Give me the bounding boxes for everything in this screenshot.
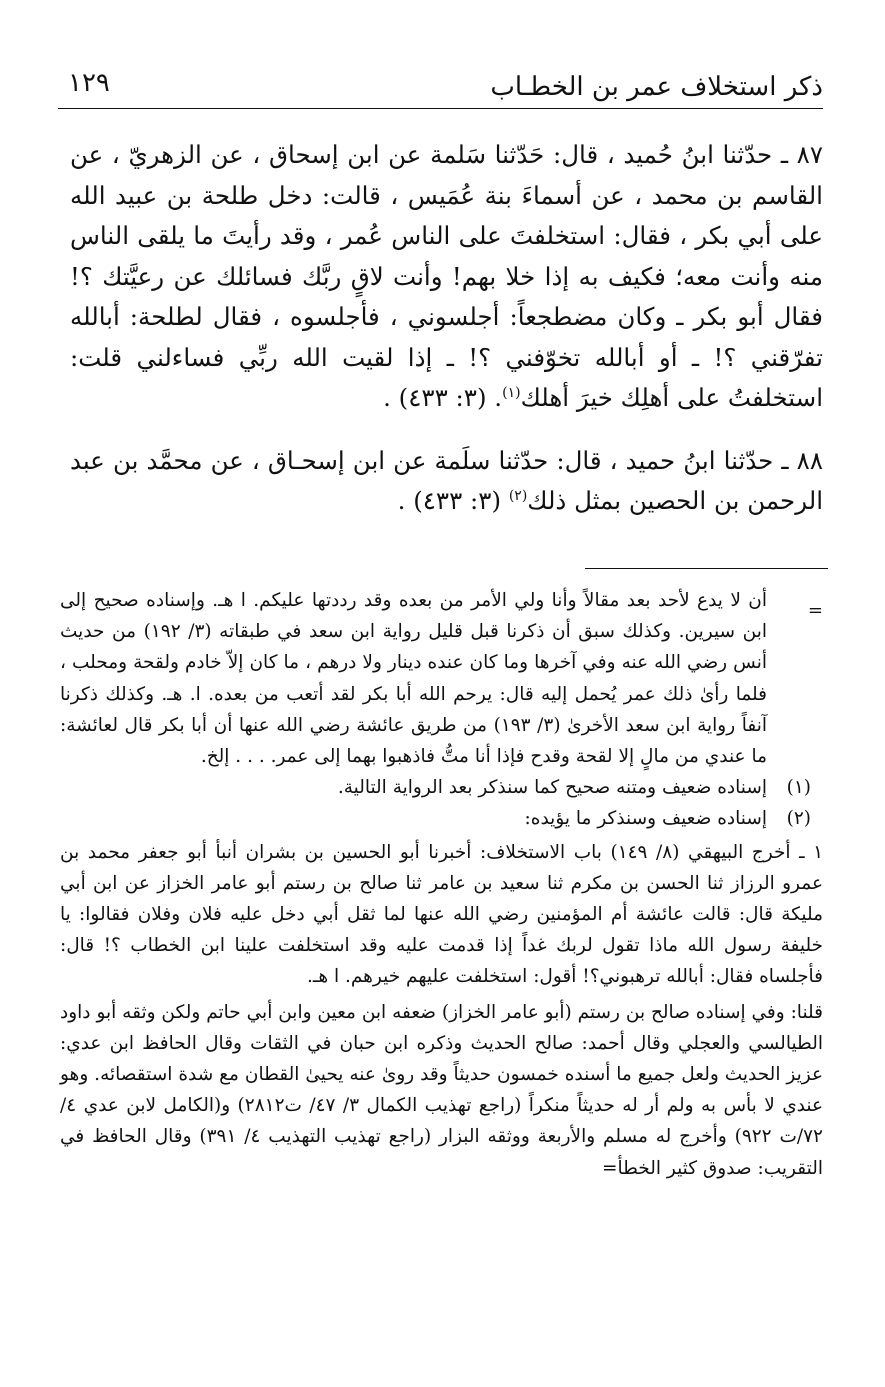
footnotes [60,585,823,1184]
footnote-1-text: إسناده ضعيف ومتنه صحيح كما سنذكر بعد الرواية التالية. [337,777,767,799]
narration-87-text: ٨٧ ـ حدّثنا ابنُ حُميد ، قال: حَدّثنا سَلمة عن ابن إسحاق ، عن الزهريّ ، عن القاسم بن محمد ، عن أسماءَ بنة عُمَيس ، قالت: دخل طلحة بن عبيد الله على أبي بكر ، فقال: استخلفتَ على الناس عُمر ، وقد رأيتَ ما يلقى الناس منه وأنت معه؛ فكيف به إذا خلا بهم! وأنت لاقٍ ربَّك فسائلك عن رعيَّتك ؟! فقال أبو بكر ـ وكان مضطجعاً: أجلسوني ، فأجلسوه ، فقال لطلحة: أبالله تفرّقني ؟! ـ أو أبالله تخوّفني ؟! ـ إذا لقيت الله ربِّي فساءلني قلت: استخلفتُ على أهلِك خيرَ أهلك [70,140,823,412]
footnote-1-number: (١) [786,777,811,799]
footnote-2-bayhaqi: ١ ـ أخرج البيهقي (٨/ ١٤٩) باب الاستخلاف: أخبرنا أبو الحسين بن بشران أنبأ أبو جعفر محمد بن عمرو الرزاز ثنا الحسن بن مكرم ثنا سعيد بن عامر ثنا صالح بن رستم أبو عامر الخزاز عن ابن أبي مليكة قال: قالت عائشة أم المؤمنين رضي الله عنها لما ثقل أبي دخل عليه فلان وفلان فقالوا: يا خليفة رسول الله ماذا تقول لربك غداً إذا قدمت عليه وقد استخلفت علينا ابن الخطاب ؟! قال: فأجلساه فقال: أبالله ترهبوني؟! أقول: استخلفت عليهم خيرهم. ا هـ. [60,841,823,988]
footnote-ref-2: (٢) [508,487,528,504]
footnote-2-commentary: قلنا: وفي إسناده صالح بن رستم (أبو عامر الخزاز) ضعفه ابن معين وابن أبي حاتم ولكن وثقه أبو داود الطيالسي والعجلي وقال أحمد: صالح الحديث وذكره ابن حبان في الثقات وقال الحافظ ابن عدي: عزيز الحديث ولعل جميع ما أسنده خمسون حديثاً وقد روىٰ عنه يحيىٰ القطان مع شدة استقصائه. وهو عندي لا بأس به ولم أر له حديثاً منكراً (راجع تهذيب الكمال ٣/ ٤٧/ ت٢٨١٢) و(الكامل لابن عدي ٤/ ٧٢/ت ٩٢٢) وأخرج له مسلم والأربعة ووثقه البزار (راجع تهذيب التهذيب ٤/ ٣٩١) وقال الحافظ في التقريب: صدوق كثير الخطأ= [60,1001,824,1179]
footnote-2-text: إسناده ضعيف وسنذكر ما يؤيده: [524,808,767,830]
page-number: ١٢٩ [68,68,110,98]
footnote-2 [60,803,823,834]
continuation-mark: = [807,600,823,621]
footnote-rule [585,568,828,569]
main-text [70,135,823,522]
footnote-continuation [60,585,823,772]
narration-88-source: (٣: ٤٣٣) . [397,486,509,515]
narration-87 [70,135,823,419]
footnote-ref-1: (١) [502,384,521,401]
header-rule [58,108,823,109]
footnote-2-number: (٢) [786,808,811,830]
footnote-1 [60,772,823,803]
footnote-continuation-text: أن لا يدع لأحد بعد مقالاً وأنا ولي الأمر من بعده وقد رددتها عليكم. ا هـ. وإسناده صحيح إلى ابن سيرين. وكذلك سبق أن ذكرنا قبل قليل رواية ابن سعد في طبقاته (٣/ ١٩٢) من حديث أنس رضي الله عنه وفي آخرها وما كان عنده دينار ولا درهم ، ما كان إلاّ خادم ولقحة ومحلب ، فلما رأىٰ ذلك عمر يُحمل إليه قال: يرحم الله أبا بكر لقد أتعب من بعده. ا. هـ. وكذلك ذكرنا آنفاً رواية ابن سعد الأخرىٰ (٣/ ١٩٣) من طريق عائشة رضي الله عنها أن أبا بكر قال لعائشة: ما عندي من مالٍ إلا لقحة وقدح فإذا أنا متُّ فاذهبوا بهما إلى عمر. . . . إلخ. [60,590,767,768]
narration-88-text: ٨٨ ـ حدّثنا ابنُ حميد ، قال: حدّثنا سلَمة عن ابن إسحـاق ، عن محمَّد بن عبد الرحمن بن الحصين بمثل ذلك [70,445,823,515]
narration-88 [70,441,823,522]
running-title: ذكر استخلاف عمر بن الخطـاب [490,72,823,102]
narration-87-source: . (٣: ٤٣٣) . [383,383,503,412]
